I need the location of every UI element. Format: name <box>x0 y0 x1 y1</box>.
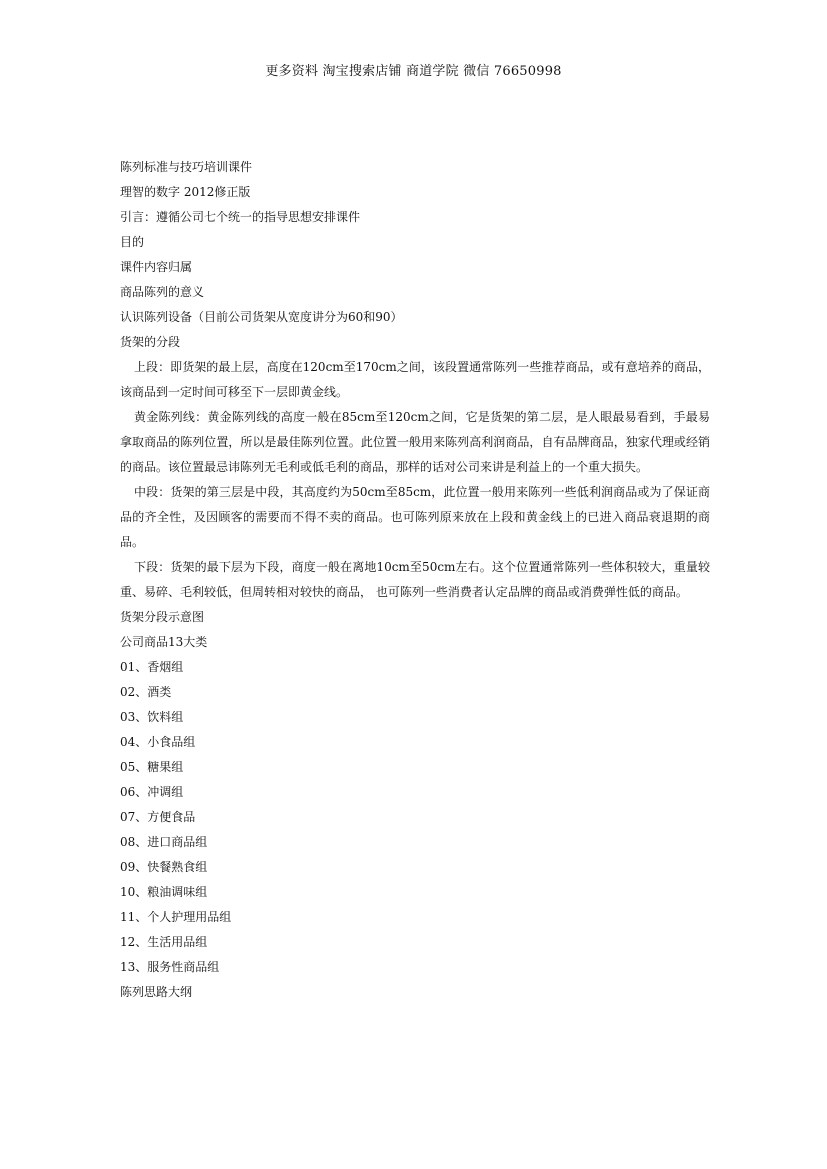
list-item: 04、小食品组 <box>120 735 196 749</box>
document-body <box>120 155 710 1005</box>
list-item: 12、生活用品组 <box>120 935 208 949</box>
golden-line-paragraph: 黄金陈列线：黄金陈列线的高度一般在85cm至120cm之间，它是货架的第二层，是人眼最易看到，手最易拿取商品的陈列位置，所以是最佳陈列位置。此位置一般用来陈列高利润商品，自有品牌商品，独家代理或经销的商品。该位置最忌讳陈列无毛利或低毛利的商品，那样的话对公司来讲是利益上的一个重大损失。 <box>120 410 710 474</box>
shelf-diagram-heading: 货架分段示意图 <box>120 610 205 624</box>
list-item: 03、饮料组 <box>120 710 184 724</box>
list-item: 10、粮油调味组 <box>120 885 208 899</box>
edition-line: 理智的数字 2012修正版 <box>120 185 251 199</box>
list-item: 08、进口商品组 <box>120 835 208 849</box>
upper-section-paragraph: 上段：即货架的最上层，高度在120cm至170cm之间，该段置通常陈列一些推荐商品，或有意培养的商品，该商品到一定时间可移至下一层即黄金线。 <box>120 360 710 399</box>
list-item: 06、冲调组 <box>120 785 184 799</box>
categories-heading: 公司商品13大类 <box>120 635 208 649</box>
list-item: 05、糖果组 <box>120 760 184 774</box>
list-item: 07、方便食品 <box>120 810 196 824</box>
display-equipment-heading: 认识陈列设备（目前公司货架从宽度讲分为60和90） <box>120 310 403 324</box>
list-item: 02、酒类 <box>120 685 172 699</box>
list-item: 09、快餐熟食组 <box>120 860 208 874</box>
list-item: 01、香烟组 <box>120 660 184 674</box>
list-item: 13、服务性商品组 <box>120 960 220 974</box>
display-meaning-heading: 商品陈列的意义 <box>120 285 205 299</box>
lower-section-paragraph: 下段：货架的最下层为下段，商度一般在离地10cm至50cm左右。这个位置通常陈列一些体积较大，重量较重、易碎、毛利较低，但周转相对较快的商品， 也可陈列一些消费者认定品牌的商品或消费弹性低的商品。 <box>120 560 710 599</box>
shelf-sections-heading: 货架的分段 <box>120 335 181 349</box>
intro-line: 引言：遵循公司七个统一的指导思想安排课件 <box>120 210 361 224</box>
course-title: 陈列标准与技巧培训课件 <box>120 160 253 174</box>
page-header: 更多资料 淘宝搜索店铺 商道学院 微信 76650998 <box>265 64 562 79</box>
content-ownership-heading: 课件内容归属 <box>120 260 193 274</box>
purpose-heading: 目的 <box>120 235 145 249</box>
list-item: 11、个人护理用品组 <box>120 910 232 924</box>
middle-section-paragraph: 中段：货架的第三层是中段，其高度约为50cm至85cm，此位置一般用来陈列一些低利润商品或为了保证商品的齐全性，及因顾客的需要而不得不卖的商品。也可陈列原来放在上段和黄金线上的已进入商品衰退期的商品。 <box>120 485 710 549</box>
category-list <box>120 655 710 980</box>
display-outline-heading: 陈列思路大纲 <box>120 985 193 999</box>
